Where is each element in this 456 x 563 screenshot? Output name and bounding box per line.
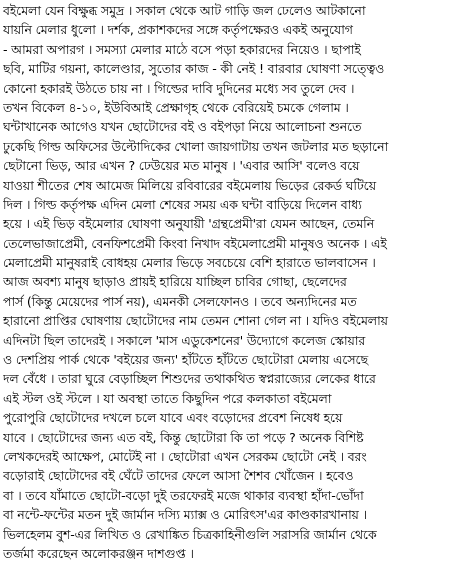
article-line: ছবি, মাটির গয়না, কালেণ্ডার, সুতোর কাজ - কী নেই ! বারবার ঘোষণা সত্ত্বেও	[3, 61, 385, 77]
article-line: হারানো প্রাপ্তির ঘোষণায় ছোটোদের নাম তেমন শোনা গেল না । যদিও বইমেলায়	[3, 313, 388, 329]
article-line: বড়োরাই ছোটোদের বই ঘেঁটে তাদের ফেলে আসা শৈশব খোঁজেন । হবেও	[3, 468, 354, 484]
article-line: মেলাপ্রেমী মানুষরাই বোধহয় মেলার ভিড়ে সবচেয়ে বেশি হারাতে ভালবাসেন ।	[3, 255, 376, 271]
article-line: বা । তবে যাঁমাতে ছোটো-বড়ো দুই তরফেরই মজে থাকার ব্যবস্থা হাঁদা-ভোঁদা	[3, 487, 364, 503]
article-line: তেলেভাজাপ্রেমী, বেনফিশপ্রেমী কিংবা নিখাদ বইমেলাপ্রেমী মানুষও অনেক । এই	[3, 235, 387, 251]
article-line: হয়ে । এই ভিড় বইমেলার ঘোষণা অনুযায়ী 'গ্রন্থপ্রেমী'রা যেমন আছেন, তেমনি	[3, 216, 375, 232]
article-line: ঘন্টাখানেক আগেও যখন ছোটোদের বই ও বইপড়া নিয়ে আলোচনা শুনতে	[3, 119, 362, 135]
article-line: এদিনটা ছিল তাদেরই । সকালে 'মাস এডুকেশনের' উদ্যোগে কলেজ স্কোয়ার	[3, 332, 366, 348]
article-line: কোনো হকারই উঠতে চায় না । গিল্ডের দাবি দুদিনের মধ্যে সব তুলে দেব ।	[3, 80, 355, 96]
article-line: ঢুকেছি গিল্ড অফিসের উল্টোদিকের খোলা জায়গাটায় তখন জটলার মত ছড়ানো	[3, 138, 389, 154]
article-line: এই স্টল ওই স্টলে । যা অবস্থা তাতে কিছুদিন পরে কলকাতা বইমেলা	[3, 390, 332, 406]
article-body	[3, 1, 453, 563]
article-line: যাবে । ছোটোদের জন্য এত বই, কিন্তু ছোটোরা কি তা পড়ে ? অনেক বিশিষ্ট	[3, 429, 364, 445]
article-line: লেখকদেরই আক্ষেপ, মোটেই না । ছোটোরা এখন সেরকম ছোটো নেই । বরং	[3, 448, 367, 464]
article-line: ভিলহেলম বুশ-এর লিখিত ও রেখাঙ্কিত চিত্রকাহিনীগুলি সরাসরি জার্মান থেকে	[3, 526, 377, 542]
article-line: পুরোপুরি ছোটোদের দখলে চলে যাবে এবং বড়োদের প্রবেশ নিষেধ হয়ে	[3, 410, 343, 426]
article-line: তখন বিকেল ৪-১০, ইউবিআই প্রেক্ষাগৃহ থেকে বেরিয়েই চমকে গেলাম ।	[3, 99, 349, 115]
article-line: পার্স (কিন্তু মেয়েদের পার্স নয়), এমনকী সেলফোনও । তবে অন্যদিনের মত	[3, 293, 357, 309]
article-line: - আমরা অপারগ । সমস্যা মেলার মাঠে বসে পড়া হকারদের নিয়েও । ছাপাই	[3, 41, 361, 57]
article-line: বা নন্টে-ফন্টের মতন দুই জার্মান দস্যি ম্যাক্স ও মোরিৎস'এর কাণ্ডকারখানায় ।	[3, 507, 367, 523]
article-line: আজ অবশ্য মানুষ ছাড়াও প্রায়ই হারিয়ে যাচ্ছিল চাবির গোছা, ছেলেদের	[3, 274, 347, 290]
article-line: তর্জমা করেছেন অলোকরঞ্জন দাশগুপ্ত ।	[3, 545, 194, 561]
article-line: যাওয়া শীতের শেষ আমেজ মিলিয়ে রবিবারের বইমেলায় ভিড়ের রেকর্ড ঘটিয়ে	[3, 177, 376, 193]
article-line: যায়নি মেলার ধুলো । দর্শক, প্রকাশকদের সঙ্গে কর্তৃপক্ষেরও একই অনুযোগ	[3, 22, 353, 38]
article-line: দল বেঁধে । তারা ঘুরে বেড়াচ্ছিল শিশুদের তথাকথিত স্বপ্নরাজ্যের লেকের ধারে	[3, 371, 376, 387]
article-line: বইমেলা যেন বিক্ষুব্ধ সমুদ্র । সকাল থেকে আট গাড়ি জল ঢেলেও আটকানো	[3, 3, 366, 18]
article-line: ছেটানো ভিড়, আর এখন ? ঢেউয়ের মত মানুষ । 'এবার আসি' বলেও বয়ে	[3, 158, 360, 174]
article-line: ও দেশপ্রিয় পার্ক থেকে 'বইয়ের জন্য' হাঁটতে হাঁটতে ছোটোরা মেলায় এসেছে	[3, 352, 369, 368]
article-line: দিল । গিল্ড কর্তৃপক্ষ এদিন মেলা শেষের সময় এক ঘন্টা বাড়িয়ে দিলেন বাধ্য	[3, 196, 362, 212]
